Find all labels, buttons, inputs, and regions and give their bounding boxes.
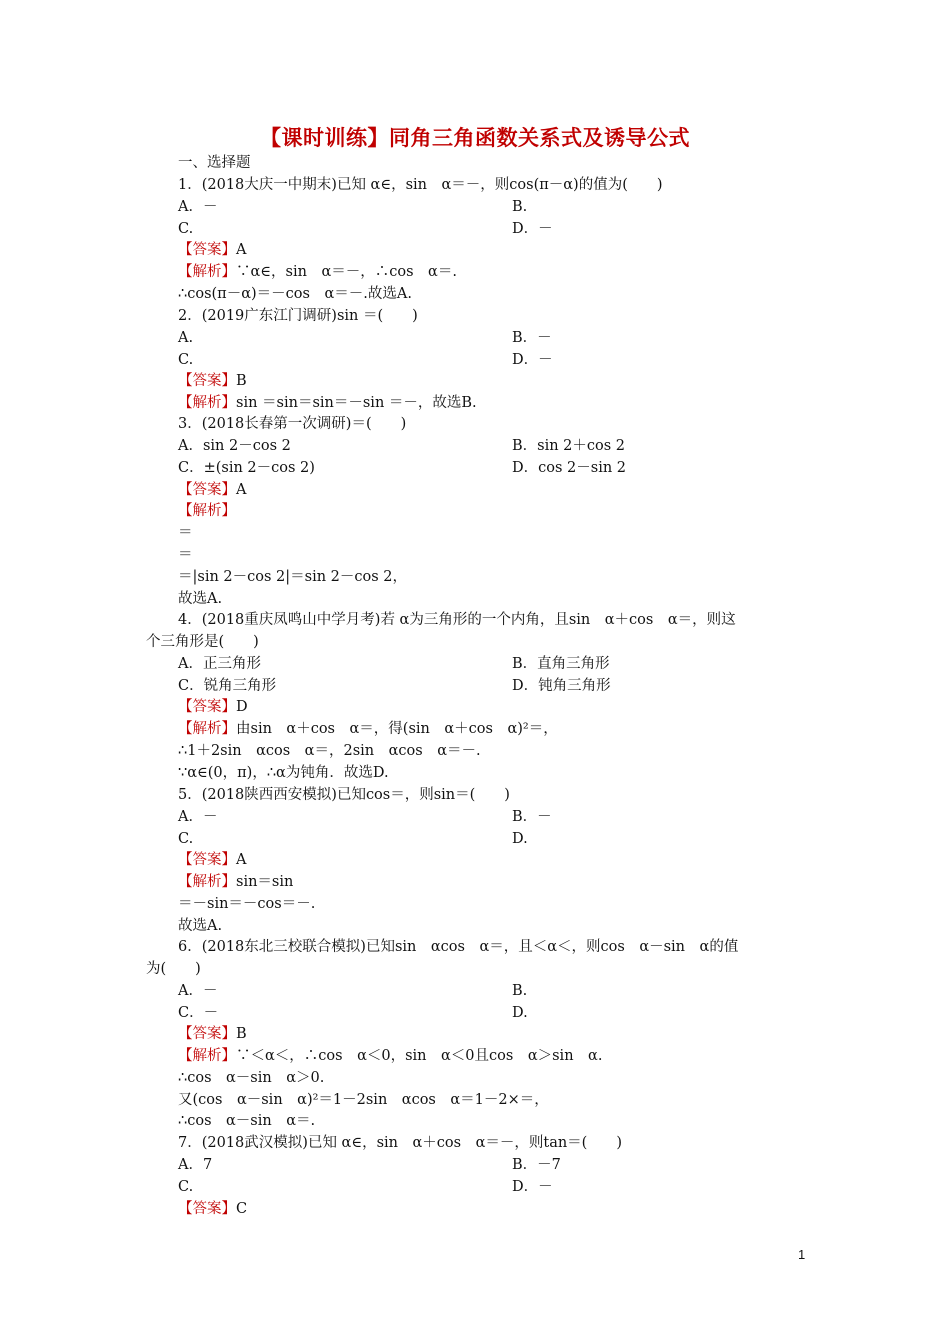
- analysis-text: 由sin α＋cos α＝，得(sin α＋cos α)²＝，: [236, 721, 558, 737]
- answer-value: C: [236, 1201, 248, 1217]
- question-2-options-ab: [178, 327, 838, 349]
- analysis-tag: 【解析】: [178, 1048, 236, 1064]
- option-a: A．－: [178, 809, 218, 825]
- analysis-line: ∴1＋2sin αcos α＝，2sin αcos α＝－.: [178, 743, 481, 759]
- question-3-options-ab: [178, 435, 838, 457]
- question-4-stem: 4．(2018重庆凤鸣山中学月考)若 α为三角形的一个内角，且sin α＋cos α＝，则这: [178, 612, 736, 628]
- question-4-stem-cont: 个三角形是( ): [146, 634, 259, 650]
- question-3-stem: 3．(2018长春第一次调研)＝( ): [178, 416, 407, 432]
- answer-value: B: [236, 373, 247, 389]
- option-c: C.: [178, 221, 194, 237]
- option-d: D．－: [512, 1179, 553, 1195]
- option-c: C．锐角三角形: [178, 678, 277, 694]
- question-1-answer: [178, 239, 838, 261]
- question-7-options-cd: [178, 1176, 838, 1198]
- option-d: D．cos 2－sin 2: [512, 460, 627, 476]
- option-b: B．直角三角形: [512, 656, 610, 672]
- answer-value: A: [236, 242, 247, 258]
- option-d: D．钝角三角形: [512, 678, 611, 694]
- question-6-options-ab: [178, 980, 838, 1002]
- answer-value: A: [236, 482, 247, 498]
- question-4-analysis: [178, 718, 838, 740]
- section-heading: 一、选择题: [178, 155, 251, 171]
- option-b: B．－: [512, 330, 552, 346]
- answer-tag: 【答案】: [178, 1026, 236, 1042]
- analysis-line: 又(cos α－sin α)²＝1－2sin αcos α＝1－2×＝，: [178, 1092, 549, 1108]
- question-4-options-ab: [178, 653, 838, 675]
- analysis-line: 故选A.: [178, 591, 223, 607]
- question-6-options-cd: [178, 1002, 838, 1024]
- option-c: C.: [178, 831, 194, 847]
- analysis-tag: 【解析】: [178, 503, 236, 519]
- analysis-line: ∴cos α－sin α＞0.: [178, 1070, 325, 1086]
- answer-tag: 【答案】: [178, 699, 236, 715]
- analysis-text: ∵＜α＜，∴cos α＜0，sin α＜0且cos α＞sin α.: [236, 1048, 603, 1064]
- question-5-analysis: [178, 871, 838, 893]
- question-1-stem: 1．(2018大庆一中期末)已知 α∈，sin α＝－，则cos(π－α)的值为( ): [178, 177, 663, 193]
- option-a: A．－: [178, 199, 218, 215]
- option-a: A．－: [178, 983, 218, 999]
- question-4-answer: [178, 696, 838, 718]
- analysis-line: ＝－sin＝－cos＝－.: [178, 896, 316, 912]
- analysis-text: ∵α∈，sin α＝－，∴cos α＝.: [236, 264, 457, 280]
- analysis-line: ∴cos α－sin α＝.: [178, 1113, 316, 1129]
- analysis-text: sin＝sin: [236, 874, 294, 890]
- analysis-tag: 【解析】: [178, 264, 236, 280]
- question-1-analysis: [178, 261, 838, 283]
- question-4-options-cd: [178, 675, 838, 697]
- question-1-options-cd: [178, 218, 838, 240]
- analysis-line: 故选A.: [178, 918, 223, 934]
- question-3-answer: [178, 479, 838, 501]
- option-d: D．－: [512, 221, 553, 237]
- question-6-stem-cont: 为( ): [146, 961, 201, 977]
- option-d: D.: [512, 831, 528, 847]
- question-2-options-cd: [178, 349, 838, 371]
- question-2-stem: 2．(2019广东江门调研)sin ＝( ): [178, 308, 418, 324]
- option-b: B．sin 2＋cos 2: [512, 438, 626, 454]
- analysis-tag: 【解析】: [178, 721, 236, 737]
- option-a: A．7: [178, 1157, 213, 1173]
- question-6-answer: [178, 1023, 838, 1045]
- option-d: D．－: [512, 352, 553, 368]
- question-3-analysis: [178, 500, 838, 522]
- question-2-answer: [178, 370, 838, 392]
- answer-tag: 【答案】: [178, 1201, 236, 1217]
- analysis-line: ＝: [178, 547, 193, 563]
- question-7-options-ab: [178, 1154, 838, 1176]
- answer-tag: 【答案】: [178, 242, 236, 258]
- analysis-text: sin ＝sin＝sin＝－sin ＝－，故选B.: [236, 395, 477, 411]
- answer-tag: 【答案】: [178, 373, 236, 389]
- answer-value: D: [236, 699, 248, 715]
- option-c: C．－: [178, 1005, 219, 1021]
- answer-tag: 【答案】: [178, 482, 236, 498]
- question-1-options-ab: [178, 196, 838, 218]
- page-title: 【课时训练】同角三角函数关系式及诱导公式: [260, 126, 690, 150]
- analysis-line: ＝|sin 2－cos 2|＝sin 2－cos 2，: [178, 569, 408, 585]
- option-a: A.: [178, 330, 194, 346]
- analysis-tag: 【解析】: [178, 395, 236, 411]
- analysis-tag: 【解析】: [178, 874, 236, 890]
- question-2-analysis: [178, 392, 838, 414]
- option-b: B.: [512, 199, 528, 215]
- option-c: C.: [178, 1179, 194, 1195]
- option-c: C．±(sin 2－cos 2): [178, 460, 315, 476]
- analysis-line: ∴cos(π－α)＝－cos α＝－.故选A.: [178, 286, 412, 302]
- option-d: D.: [512, 1005, 528, 1021]
- question-3-options-cd: [178, 457, 838, 479]
- question-5-answer: [178, 849, 838, 871]
- option-a: A．正三角形: [178, 656, 261, 672]
- answer-value: B: [236, 1026, 247, 1042]
- answer-tag: 【答案】: [178, 852, 236, 868]
- analysis-line: ∵α∈(0，π)，∴α为钝角．故选D.: [178, 765, 389, 781]
- analysis-line: ＝: [178, 525, 193, 541]
- option-b: B.: [512, 983, 528, 999]
- option-c: C.: [178, 352, 194, 368]
- question-7-answer: [178, 1198, 838, 1220]
- page-number: 1: [798, 1247, 806, 1262]
- question-6-analysis: [178, 1045, 838, 1067]
- option-a: A．sin 2－cos 2: [178, 438, 291, 454]
- question-5-stem: 5．(2018陕西西安模拟)已知cos＝，则sin＝( ): [178, 787, 510, 803]
- question-5-options-cd: [178, 828, 838, 850]
- question-5-options-ab: [178, 806, 838, 828]
- answer-value: A: [236, 852, 247, 868]
- option-b: B．－7: [512, 1157, 561, 1173]
- option-b: B．－: [512, 809, 552, 825]
- question-7-stem: 7．(2018武汉模拟)已知 α∈，sin α＋cos α＝－，则tan＝( ): [178, 1135, 622, 1151]
- question-6-stem: 6．(2018东北三校联合模拟)已知sin αcos α＝，且＜α＜，则cos α－sin α的值: [178, 939, 739, 955]
